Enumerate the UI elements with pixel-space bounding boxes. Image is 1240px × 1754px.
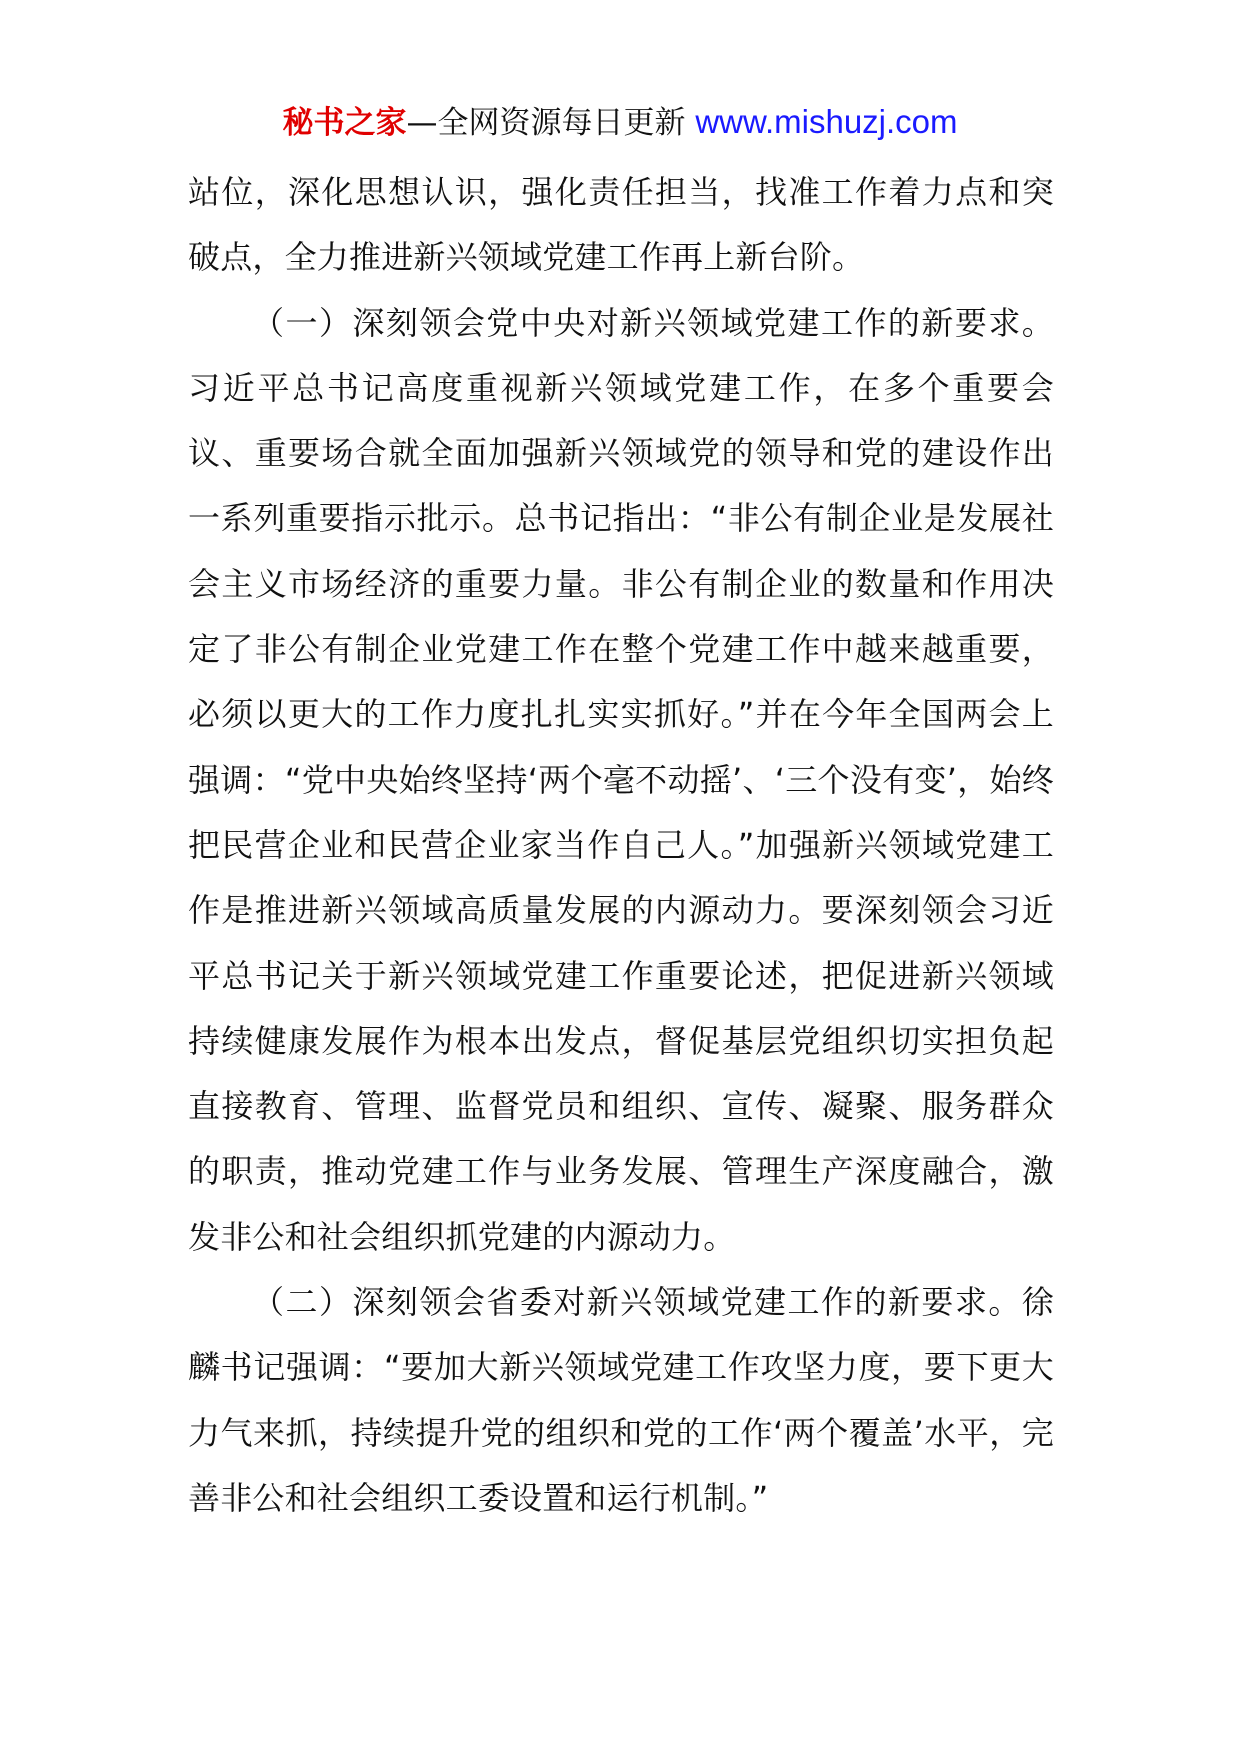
website-link[interactable]: www.mishuzj.com xyxy=(695,103,958,140)
header-tagline: —全网资源每日更新 xyxy=(406,105,696,141)
paragraph-section-1: （一）深刻领会党中央对新兴领域党建工作的新要求。习近平总书记高度重视新兴领域党建工作，在多个重要会议、重要场合就全面加强新兴领域党的领导和党的建设作出一系列重要指示批示。总书记指出：“非公有制企业是发展社会主义市场经济的重要力量。非公有制企业的数量和作用决定了非公有制企业党建工作在整个党建工作中越来越重要，必须以更大的工作力度扎扎实实抓好。”并在今年全国两会上强调：“党中央始终坚持‘两个毫不动摇’、‘三个没有变’，始终把民营企业和民营企业家当作自己人。”加强新兴领域党建工作是推进新兴领域高质量发展的内源动力。要深刻领会习近平总书记关于新兴领域党建工作重要论述，把促进新兴领域持续健康发展作为根本出发点，督促基层党组织切实担负起直接教育、管理、监督党员和组织、宣传、凝聚、服务群众的职责，推动党建工作与业务发展、管理生产深度融合，激发非公和社会组织抓党建的内源动力。 xyxy=(188,303,1054,1256)
paragraph-section-2: （二）深刻领会省委对新兴领域党建工作的新要求。徐麟书记强调：“要加大新兴领域党建工作攻坚力度，要下更大力气来抓，持续提升党的组织和党的工作‘两个覆盖’水平，完善非公和社会组织工委设置和运行机制。” xyxy=(188,1283,1054,1517)
paragraph-continuation: 站位，深化思想认识，强化责任担当，找准工作着力点和突破点，全力推进新兴领域党建工作再上新台阶。 xyxy=(188,173,1054,277)
brand-name: 秘书之家 xyxy=(282,105,407,141)
page-header xyxy=(0,100,1240,145)
document-body xyxy=(188,160,1054,1531)
